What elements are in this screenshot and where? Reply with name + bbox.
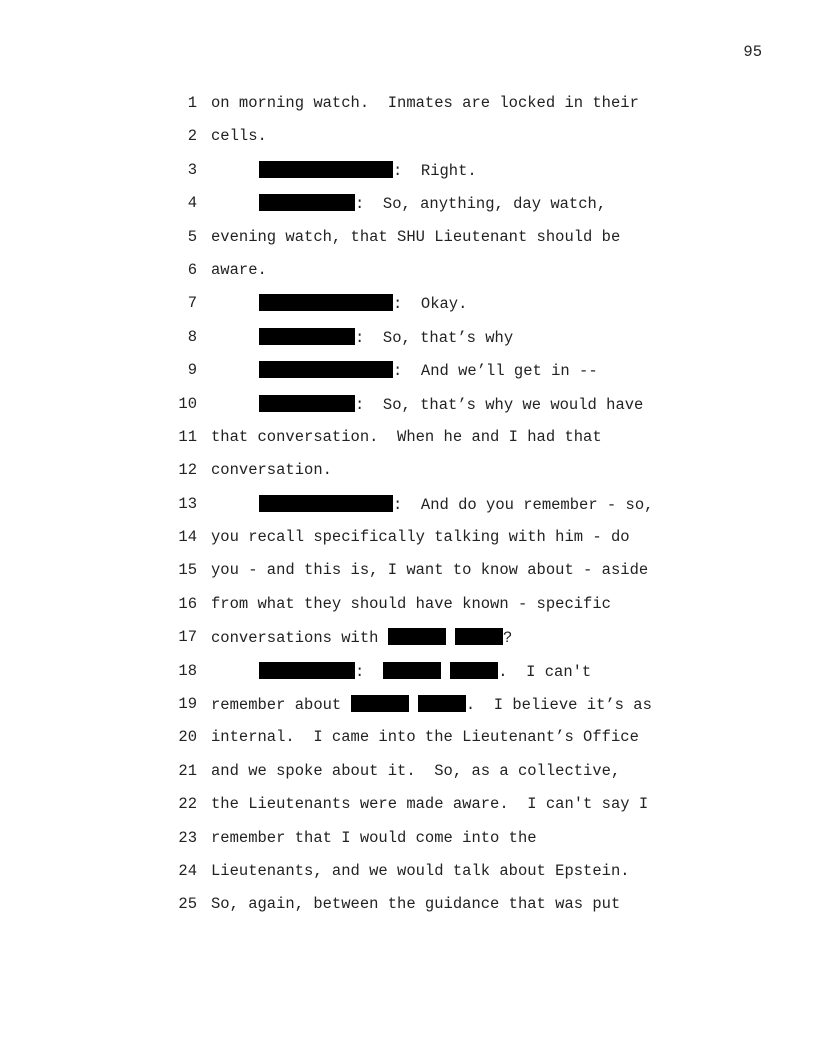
- transcript-line: [0, 261, 816, 294]
- line-text: on morning watch. Inmates are locked in their: [211, 94, 639, 112]
- line-number: 25: [178, 895, 197, 914]
- line-number: 7: [187, 294, 197, 313]
- transcript-line: [0, 194, 816, 227]
- line-text: remember that I would come into the: [211, 828, 537, 847]
- line-text: [211, 695, 652, 714]
- transcript-line: [0, 862, 816, 895]
- transcript-line: [0, 895, 816, 928]
- transcript-line: [0, 428, 816, 461]
- line-text: evening watch, that SHU Lieutenant should be: [211, 227, 621, 246]
- line-text-content: . I can't: [498, 662, 592, 681]
- line-text-content: : Okay.: [393, 295, 468, 314]
- line-text: internal. I came into the Lieutenant’s Office: [211, 728, 639, 747]
- redaction-box: [388, 628, 446, 645]
- line-text-content: : And we’ll get in --: [393, 362, 598, 381]
- transcript-line: [0, 762, 816, 795]
- line-number: 22: [178, 795, 197, 814]
- line-number: 23: [178, 828, 197, 847]
- redaction-box: [450, 662, 498, 679]
- line-number: 2: [187, 127, 197, 146]
- transcript-line: [0, 161, 816, 194]
- redaction-box: [259, 395, 355, 412]
- transcript-line: [0, 695, 816, 728]
- line-text-content: : And do you remember - so,: [393, 495, 654, 514]
- redaction-box: [259, 495, 393, 512]
- line-text: you - and this is, I want to know about - aside: [211, 561, 649, 580]
- line-number: 18: [178, 661, 197, 680]
- line-number: 24: [178, 861, 197, 880]
- line-text: [259, 194, 606, 213]
- line-text: that conversation. When he and I had that: [211, 427, 602, 446]
- line-text: [259, 395, 643, 414]
- line-number: 5: [187, 227, 197, 246]
- line-number: 13: [178, 494, 197, 513]
- line-text-content: ?: [503, 629, 513, 648]
- line-text: [259, 662, 591, 681]
- redaction-box: [455, 628, 503, 645]
- redaction-box: [259, 294, 393, 311]
- transcript-line: [0, 461, 816, 494]
- transcript-line: [0, 94, 816, 127]
- transcript-line: [0, 495, 816, 528]
- line-text: and we spoke about it. So, as a collective,: [211, 761, 621, 780]
- line-number: 4: [187, 194, 197, 213]
- line-number: 8: [187, 327, 197, 346]
- redaction-box: [418, 695, 466, 712]
- transcript-line: [0, 829, 816, 862]
- line-text: [259, 361, 598, 380]
- line-number: 3: [187, 160, 197, 179]
- line-text: So, again, between the guidance that was put: [211, 895, 621, 914]
- line-text: [211, 628, 512, 647]
- transcript-line: [0, 628, 816, 661]
- line-text: the Lieutenants were made aware. I can't say I: [211, 795, 649, 814]
- transcript-line: [0, 228, 816, 261]
- line-number: 6: [187, 260, 197, 279]
- redaction-box: [259, 361, 393, 378]
- line-text: Lieutenants, and we would talk about Epstein.: [211, 861, 630, 880]
- transcript-body: [0, 94, 816, 929]
- line-text-content: :: [355, 662, 383, 681]
- line-text: aware.: [211, 260, 267, 279]
- line-number: 16: [178, 594, 197, 613]
- line-number: 11: [178, 427, 197, 446]
- line-text-content: remember about: [211, 696, 351, 715]
- line-number: 20: [178, 728, 197, 747]
- redaction-box: [259, 328, 355, 345]
- transcript-line: [0, 127, 816, 160]
- transcript-line: [0, 328, 816, 361]
- line-text: from what they should have known - specific: [211, 594, 611, 613]
- transcript-line: [0, 361, 816, 394]
- redaction-box: [259, 194, 355, 211]
- transcript-line: [0, 595, 816, 628]
- transcript-line: [0, 728, 816, 761]
- line-text-content: : So, that’s why: [355, 328, 514, 347]
- transcript-line: [0, 395, 816, 428]
- line-text-content: conversations with: [211, 629, 388, 648]
- line-text: cells.: [211, 127, 267, 146]
- redaction-box: [259, 161, 393, 178]
- line-text-content: : So, that’s why we would have: [355, 395, 644, 414]
- line-number: 21: [178, 761, 197, 780]
- line-text-content: : So, anything, day watch,: [355, 195, 607, 214]
- line-number: 12: [178, 461, 197, 480]
- transcript-line: [0, 795, 816, 828]
- line-text: you recall specifically talking with him - do: [211, 528, 630, 547]
- line-text: [259, 294, 467, 313]
- redaction-box: [351, 695, 409, 712]
- transcript-line: [0, 528, 816, 561]
- line-number: 14: [178, 528, 197, 547]
- line-text: [259, 495, 653, 514]
- line-text-content: . I believe it’s as: [465, 696, 652, 715]
- redaction-box: [383, 662, 441, 679]
- transcript-line: [0, 294, 816, 327]
- line-number: 10: [178, 394, 197, 413]
- line-number: 1: [187, 94, 197, 112]
- line-number: 17: [178, 628, 197, 647]
- line-number: 9: [187, 361, 197, 380]
- transcript-line: [0, 662, 816, 695]
- redaction-box: [259, 662, 355, 679]
- line-text-content: : Right.: [393, 161, 477, 180]
- page-number: 95: [743, 43, 762, 61]
- line-text: [259, 328, 513, 347]
- line-number: 19: [178, 695, 197, 714]
- line-text: [259, 161, 477, 180]
- transcript-line: [0, 561, 816, 594]
- line-number: 15: [178, 561, 197, 580]
- line-text: conversation.: [211, 461, 332, 480]
